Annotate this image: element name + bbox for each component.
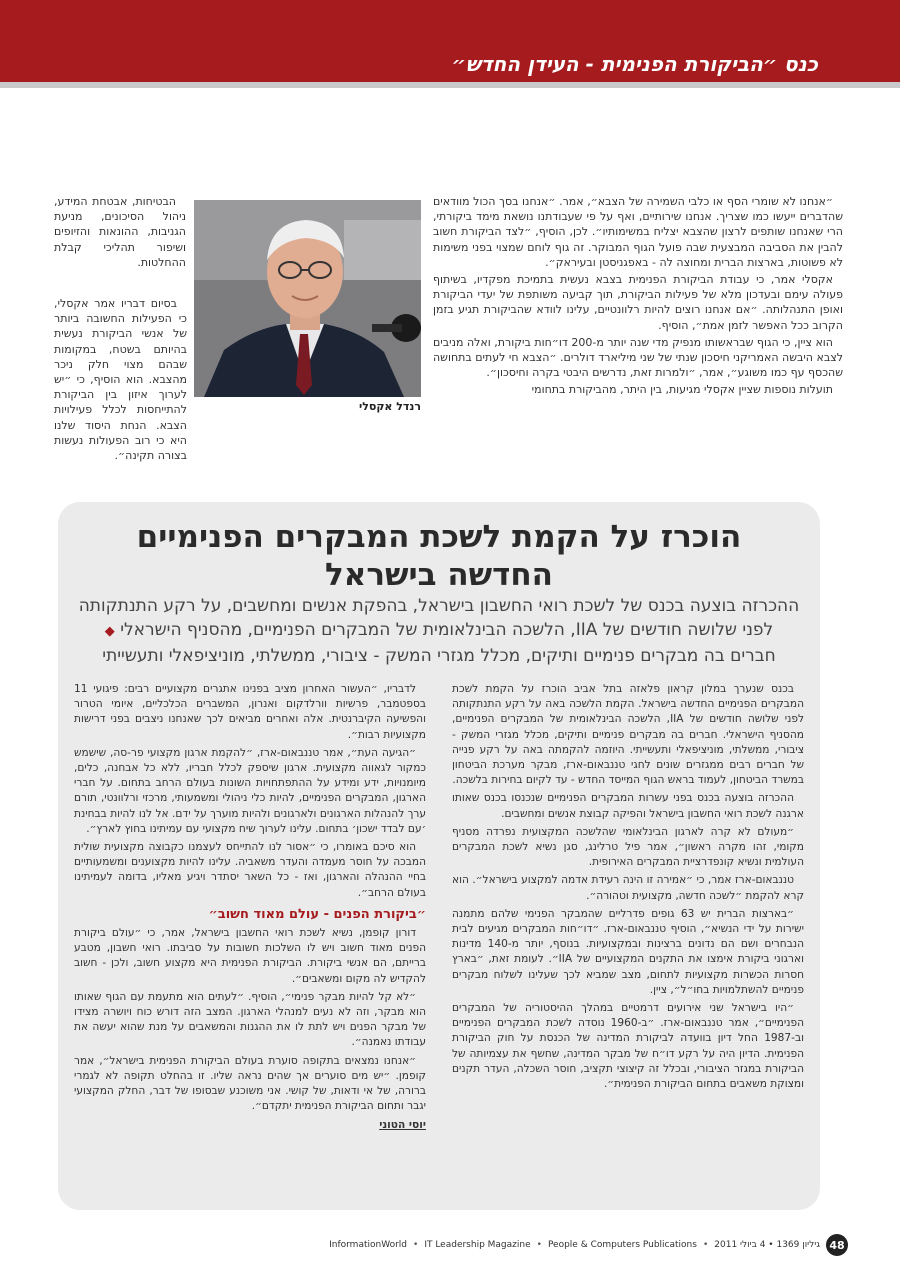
paragraph: ״אנחנו לא שומרי הסף או כלבי השמירה של הצבא״, אמר. ״אנחנו בסך הכול מוודאים שהדברים ייעשו כמו שצריך. אנחנו שירותיים, ואף על פי שעבודתנו נושאת מימד ביקורתי, הרי שאנחנו שותפים לרצון שהצבא יצליח במשימותיו״. לכן, הוסיף, ״לצד הביקורת חשוב להבין את הסביבה המבצעית שבה פועל הגוף המבוקר. זה גוף לוחם שמצוי בפני משימות לא פשוטות, בארצות הברית ומחוצה לה - באפגניסטן ובעיראק״. [433, 195, 843, 269]
separator-dot: • [413, 1240, 419, 1250]
paragraph: ״היו בישראל שני אירועים דרמטיים במהלך ההיסטוריה של המבקרים הפנימיים״, אמר טננבאום-ארז. ״ב-1960 נוסדה לשכת המבקרים הפנימיים וב-1987 החל דיון בוועדה לביקורת המדינה של הכנסת על חוק הביקורת הפנימית. הדיון היה על רקע דו״ח של מבקר המדינה, שחשף את עצמיותה של הביקורת במגזר הציבורי, ובכלל זה קיצוצי תקציב, חוסר השכלה, העדר תקנים ומצוקת משאבים בתחום הביקורת הפנימית״. [452, 1002, 805, 1091]
paragraph: דורון קופמן, נשיא לשכת רואי החשבון בישראל, אמר, כי ״עולם ביקורת הפנים מאוד חשוב ויש לו השלכות חשובות על סביבתו. רואי חשבון, מטבע ברייתם, הם אנשי ביקורת. הביקורת הפנימית היא מקצוע חשוב, ולכן - חשוב להקדיש לה מקום ומשאבים״. [74, 927, 426, 985]
article-headline [58, 518, 820, 594]
article-subtitle [72, 594, 806, 668]
paragraph: ״הגיעה העת״, אמר טננבאום-ארז, ״להקמת ארגון מקצועי פר-סה, שישמש כמקור לגאווה מקצועית. ארגון שיספק לכלל חבריו, ללא כל אבחנה, כלים, מיומנויות, ידע ומידע על ההתפתחויות השונות בעולם הרחב בתחום. על חברי הארגון, המבקרים הפנימיים, להיות כלי ניהולי ומשמעותי, מרכזי ורלוונטי, תורם ערך להנהלות הארגונים ולארגונים ולהיות מוערך על ידם. אל לנו להיות בבחינת ׳עם לבדד ישכון׳ בתחום. עלינו לערוך שיח מקצועי עם עמיתינו בחוץ לארץ״. [74, 746, 426, 835]
paragraph: ״מעולם לא קרה לארגון הבינלאומי שהלשכה המקצועית נפרדה מסניף מקומי, זהו מקרה ראשון״, אמר פיל טרלינג, סגן נשיא לשכת המבקרים העולמית ונשיא קונפדרציית המבקרים האירופית. [452, 825, 804, 869]
page-number: 48 [826, 1234, 848, 1256]
section-title: כנס ״הביקורת הפנימית - העידן החדש״ [451, 52, 818, 76]
magazine-name: IT Leadership Magazine [424, 1240, 531, 1250]
page-footer [329, 1234, 848, 1256]
box-left-column [74, 682, 426, 1137]
diamond-icon: ◆ [104, 624, 115, 639]
box-right-column [452, 682, 804, 1095]
photo-caption: רנדל אקסלי [358, 400, 421, 413]
brand-name: InformationWorld [329, 1240, 407, 1250]
paragraph: ״לא קל להיות מבקר פנימי״, הוסיף. ״לעתים הוא מתעמת עם הגוף שאותו הוא מבקר, וזה לא נעים למנהלי הארגון. המצב הזה דורש כוח ויושרה מצידו של מבקר הפנים ויש לתת לו את ההגנות והמשאבים על מנת שהוא יעשה את עבודתו נאמנה״. [74, 990, 426, 1049]
paragraph: ההכרזה בוצעה בכנס בפני עשרות המבקרים הפנימיים שנכנסו בכנס שאותו ארגנה לשכת רואי החשבון בישראל והפיקה קבוצת אנשים ומחשבים. [452, 792, 804, 820]
separator-dot: • [536, 1240, 542, 1250]
headline-line-2: החדשה בישראל [325, 557, 553, 593]
top-article-left-column-continued [54, 296, 427, 465]
sub-heading: ״ביקורת הפנים - עולם מאוד חשוב״ [208, 906, 426, 922]
author-name: יוסי הטוני [379, 1119, 426, 1132]
subtitle-line-3: חברים בה מבקרים פנימיים ותיקים, מכלל מגזרי המשק - ציבורי, ממשלתי, מוניציפאלי ותעשייתי [102, 646, 776, 666]
publisher-name: People & Computers Publications [547, 1240, 697, 1250]
paragraph: אקסלי אמר, כי עבודת הביקורת הפנימית בצבא נעשית בתמיכת מפקדיו, בשיתוף פעולה עימם ובעדכון מלא של פעילות הביקורת, תוך קביעה משותפת של יעדי הביקורת ואופן התנהלותה. ״אם אנחנו רוצים להיות רלוונטיים, עלינו לוודא שהביקורת תגיע בזמן הקרוב ככל האפשר לזמן אמת״, הוסיף. [433, 273, 843, 332]
paragraph: בכנס שנערך במלון קראון פלאזה בתל אביב הוכרז על הקמת לשכת המבקרים הפנימיים החדשה בישראל. הקמת הלשכה באה על רקע התנתקותה לפני שלושה חודשים של IIA, הלשכה הבינלאומית של המבקרים הפנימיים, מהסניף הישראלי. חברים בה מבקרים פנימיים ותיקים, מכלל מגזרי המשק - ציבורי, ממשלתי, מוניציפאלי ותעשייתי. היוזמה להקמתה באה על רקע פנייה של חברים רבים ממגזרים שונים לחגי טננבאום-ארז, מבקר מערכת הביטחון במשרד הביטחון, לעמוד בראש הגוף המייסד החדש - עד לקיום בחירות בלשכה. [452, 683, 804, 787]
paragraph: הוא ציין, כי הגוף שבראשותו מנפיק מדי שנה יותר מ-200 דו״חות ביקורת, ואלה מניבים לצבא היבשה האמריקני חיסכון שנתי של שני מיליארד דולרים. ״הצבא חי לעתים בתחושה שהכסף עף כמו משוגע״, אמר, ״ולמרות זאת, נדרשים היבטי בקרה וחיסכון״. [433, 335, 843, 380]
paragraph: לדבריו, ״העשור האחרון מציב בפנינו אתגרים מקצועיים רבים: פיגועי 11 בספטמבר, פרשיות וורלדקום ואנרון, המשברים הכלכליים, איומי הטרור והפשיעה הקיברנטית. אלה ואחרים מביאים לכך שאנחנו ניצבים בפני דרישות מקצועיות רבות״. [74, 683, 426, 741]
separator-dot: • [702, 1240, 709, 1250]
subtitle-line-1: ההכרזה בוצעה בכנס של לשכת רואי החשבון בישראל, בהפקת אנשים ומחשבים, על רקע התנתקותה [78, 596, 800, 616]
paragraph: ״אנחנו נמצאים בתקופה סוערת בעולם הביקורת הפנימית בישראל״, אמר קופמן. ״יש מים סוערים אך שהים נראה שליו. זו בהחלט תקופה לא לגמרי ברורה, של אי ודאות, של קושי. אני משוכנע שבסופו של דבר, החלק המקצועי יגבר ותחום הביקורת הפנימית יתקדם״. [74, 1054, 426, 1113]
top-article-left-column [54, 194, 186, 272]
subtitle-line-2-text: לפני שלושה חודשים של IIA, הלשכה הבינלאומית של המבקרים הפנימיים, מהסניף הישראלי [120, 620, 774, 640]
paragraph: ״בארצות הברית יש 63 גופים פדרליים שהמבקר הפנימי שלהם מתמנה ישירות על ידי הנשיא״, הוסיף טננבאום-ארז. ״דו״חות המבקרים מגיעים לבית הנבחרים ושם הם נדונים ברצינות ובמקצועיות. בנוסף, יותר מ-140 מדינות וארגוני ביקורת אימצו את התקנים המקצועיים של IIA״. לעומת זאת, ״בארץ חסרות הכשרות מקצועיות לתחום, מצב שמביא לכך שעלינו לשלוח מבקרים פנימיים להשתלמויות בחו״ל״, ציין. [452, 907, 804, 996]
paragraph: טננבאום-ארז אמר, כי ״אמירה זו הינה רעידת אדמה למקצוע בישראל״. הוא קרא להקמת ״לשכה חדשה, מקצועית וטהורה״. [452, 874, 804, 902]
issue-info: גיליון 1369 • 4 ביולי 2011 [714, 1240, 820, 1250]
page-header-bar [0, 0, 900, 82]
header-stripe [0, 82, 900, 88]
paragraph: תועלות נוספות שציין אקסלי מגיעות, בין היתר, מהביקורת בתחומי [531, 383, 833, 397]
headline-line-1: הוכרז על הקמת לשכת המבקרים הפנימיים [136, 519, 742, 555]
paragraph: הוא סיכם באומרו, כי ״אסור לנו להתייחס לעצמנו כקבוצה מקצועית שולית המבכה על חוסר מעמדה והעדר משאביה. עלינו להיות מקצוענים ומשמעותיים בחיי ההנהלה והארגון, ואז - כל השאר יסתדר ויגיע מאליו, בדומה לעמיתינו בעולם הרחב״. [74, 841, 426, 899]
paragraph: בסיום דבריו אמר אקסלי, כי הפעילות החשובה ביותר של אנשי הביקורת נעשית בהיותם בשטח, במקומות שבהם מצוי חלק ניכר מהצבא. הוא הוסיף, כי ״יש לערוך איזון בין הביקורת להתייחסות לכלל פעילויות הצבא. הנחת היסוד שלנו היא כי רוב הפעולות נעשות בצורה תקינה״. [54, 297, 187, 463]
announcement-box [58, 502, 820, 1210]
top-article-right-column [433, 194, 843, 400]
paragraph: הבטיחות, אבטחת המידע, ניהול הסיכונים, מניעת הגניבות, ההונאות והזיופים ושיפור תהליכי קבלת ההחלטות. [54, 195, 186, 269]
subtitle-line-2 [72, 618, 806, 644]
